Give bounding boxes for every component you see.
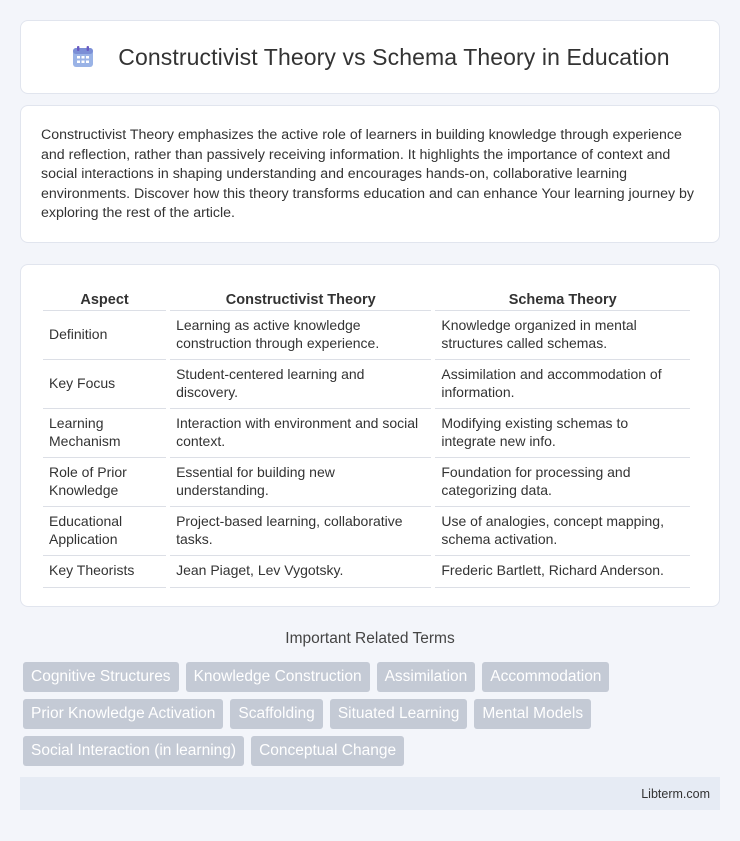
table-header-row (43, 287, 690, 311)
term-tag[interactable]: Assimilation (377, 662, 476, 692)
related-terms-list (23, 662, 720, 766)
cell-constructivist: Jean Piaget, Lev Vygotsky. (170, 556, 431, 588)
intro-text: Constructivist Theory emphasizes the active role of learners in building knowledge through experience and reflection, rather than passively receiving information. It highlights the importance of context and social interactions in shaping understanding and encourages hands-on, collaborative learning environments. Discover how this theory transforms education and can enhance Your learning journey by exploring the rest of the article. (41, 127, 694, 222)
term-tag[interactable]: Prior Knowledge Activation (23, 699, 223, 729)
table-row (43, 360, 690, 409)
cell-constructivist: Essential for building new understanding. (170, 458, 431, 507)
term-tag[interactable]: Accommodation (482, 662, 609, 692)
header-constructivist: Constructivist Theory (170, 287, 431, 311)
cell-aspect: Definition (43, 311, 166, 360)
comparison-table (39, 287, 694, 588)
cell-aspect: Learning Mechanism (43, 409, 166, 458)
table-row (43, 507, 690, 556)
related-terms-heading: Important Related Terms (285, 630, 455, 647)
table-row (43, 409, 690, 458)
cell-schema: Assimilation and accommodation of information. (435, 360, 690, 409)
intro-card (20, 105, 720, 243)
table-row (43, 556, 690, 588)
cell-schema: Use of analogies, concept mapping, schema activation. (435, 507, 690, 556)
footer-site-link[interactable]: Libterm.com (641, 786, 710, 801)
comparison-table-card (20, 264, 720, 607)
term-tag[interactable]: Conceptual Change (251, 736, 404, 766)
cell-constructivist: Learning as active knowledge construction through experience. (170, 311, 431, 360)
cell-aspect: Educational Application (43, 507, 166, 556)
term-tag[interactable]: Mental Models (474, 699, 591, 729)
cell-constructivist: Project-based learning, collaborative tasks. (170, 507, 431, 556)
cell-constructivist: Interaction with environment and social context. (170, 409, 431, 458)
page-title: Constructivist Theory vs Schema Theory in Education (118, 43, 670, 70)
calendar-icon (70, 44, 96, 70)
cell-schema: Knowledge organized in mental structures called schemas. (435, 311, 690, 360)
cell-aspect: Role of Prior Knowledge (43, 458, 166, 507)
header-schema: Schema Theory (435, 287, 690, 311)
term-tag[interactable]: Knowledge Construction (186, 662, 370, 692)
header-card (20, 20, 720, 94)
cell-schema: Frederic Bartlett, Richard Anderson. (435, 556, 690, 588)
term-tag[interactable]: Scaffolding (230, 699, 322, 729)
term-tag[interactable]: Cognitive Structures (23, 662, 179, 692)
header-aspect: Aspect (43, 287, 166, 311)
term-tag[interactable]: Situated Learning (330, 699, 468, 729)
cell-schema: Foundation for processing and categorizing data. (435, 458, 690, 507)
term-tag[interactable]: Social Interaction (in learning) (23, 736, 244, 766)
cell-aspect: Key Theorists (43, 556, 166, 588)
cell-aspect: Key Focus (43, 360, 166, 409)
table-row (43, 458, 690, 507)
footer (20, 777, 720, 810)
cell-constructivist: Student-centered learning and discovery. (170, 360, 431, 409)
cell-schema: Modifying existing schemas to integrate new info. (435, 409, 690, 458)
table-row (43, 311, 690, 360)
